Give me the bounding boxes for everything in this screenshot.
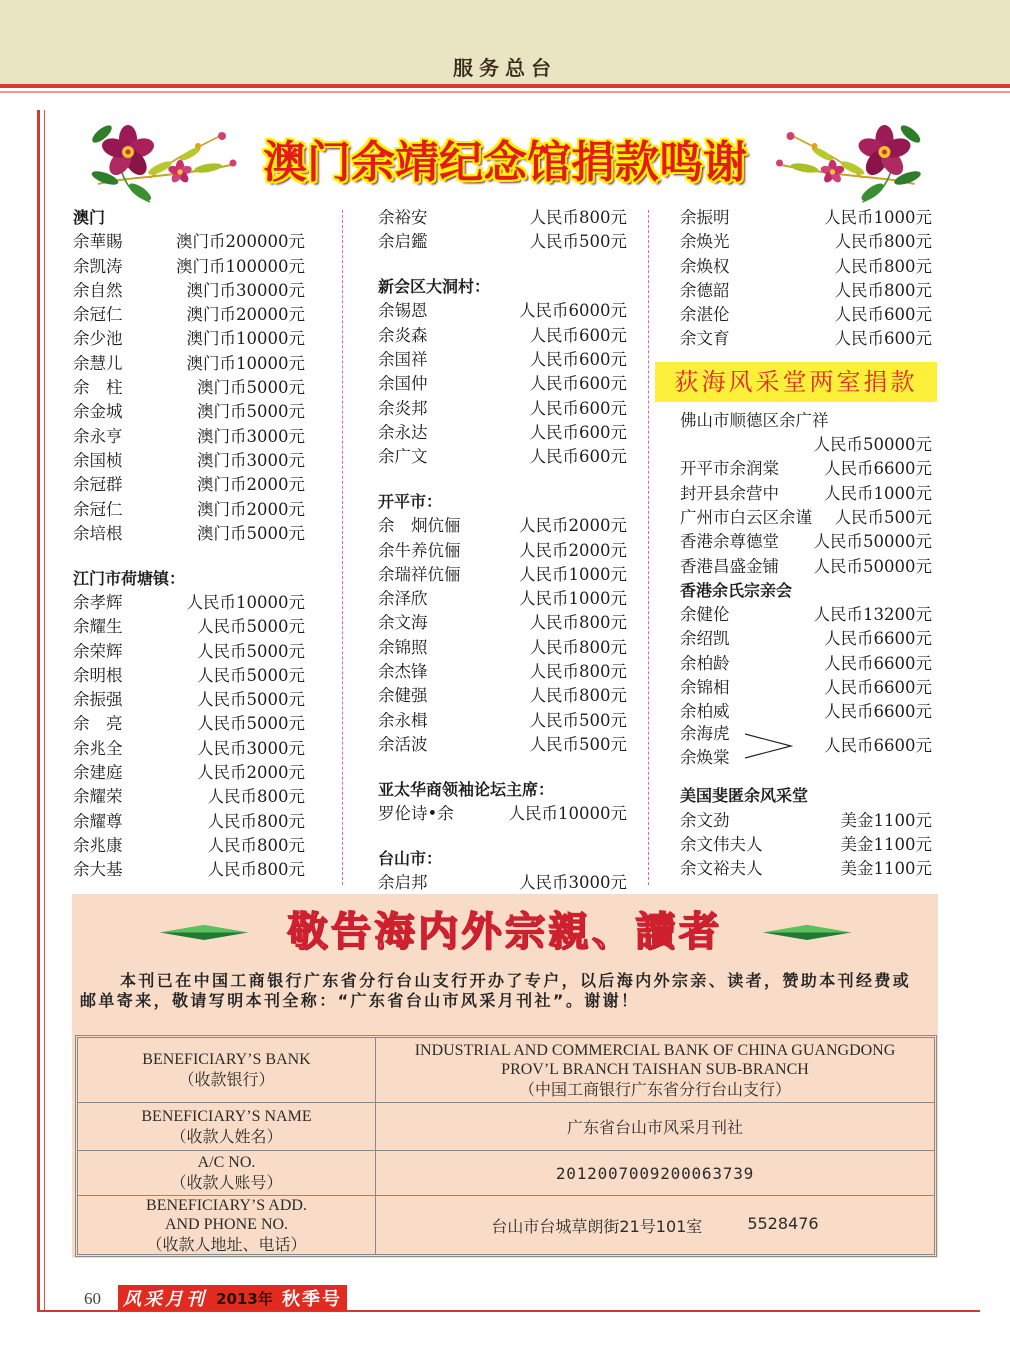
donation-amount: 澳门币2000元 [197, 475, 305, 495]
donation-amount: 人民币1000元 [824, 483, 932, 503]
donor-name: 余绍凯 [680, 629, 730, 649]
donor-name: 余耀荣 [73, 787, 123, 807]
table-label-cell [78, 1103, 376, 1151]
donor-row [378, 299, 627, 323]
donor-name: 香港昌盛金铺 [680, 556, 779, 576]
donor-row [73, 279, 305, 303]
donor-name: 开平市余润棠 [680, 459, 779, 479]
donation-amount: 人民币2000元 [197, 763, 305, 783]
donor-name: 余海虎 [680, 723, 730, 743]
donation-amount: 人民币10000元 [186, 592, 305, 612]
group-heading: 台山市： [378, 848, 443, 868]
donor-name: 余凯涛 [73, 256, 123, 276]
donor-name: 余湛伦 [680, 305, 730, 325]
donation-amount: 美金1100元 [840, 810, 932, 830]
donor-row [680, 627, 932, 651]
donor-row [680, 530, 932, 554]
magazine-footer-badge [118, 1285, 347, 1311]
label-english: BENEFICIARY’S BANK [142, 1051, 311, 1068]
donor-name: 余冠群 [73, 475, 123, 495]
donor-row [73, 664, 305, 688]
donor-row [378, 348, 627, 372]
label-english: BENEFICIARY’S ADD. [146, 1197, 307, 1214]
donor-list [73, 230, 305, 546]
donor-row [680, 206, 932, 230]
donor-list [378, 206, 627, 255]
donation-amount: 人民币800元 [207, 787, 305, 807]
header-rule-thin [0, 91, 1010, 93]
donor-name: 余永亨 [73, 426, 123, 446]
donation-amount: 人民币600元 [529, 325, 627, 345]
group-heading: 香港余氏宗亲会 [680, 580, 793, 600]
bank-name-line: INDUSTRIAL AND COMMERCIAL BANK OF CHINA GUANGDONG [414, 1041, 896, 1059]
donor-row [73, 498, 305, 522]
donor-row [378, 709, 627, 733]
donor-name: 余荣辉 [73, 641, 123, 661]
donor-row [680, 652, 932, 676]
header-rule [0, 84, 1010, 88]
donation-amount: 澳门币5000元 [197, 523, 305, 543]
donation-amount: 人民币600元 [529, 447, 627, 467]
donation-amount: 人民币2000元 [519, 516, 627, 536]
donor-name: 余启鑑 [378, 232, 428, 252]
donation-amount: 人民币6600元 [824, 459, 932, 479]
donor-name: 余启邦 [378, 873, 428, 893]
donor-row [73, 230, 305, 254]
beneficiary-name: 广东省台山市风采月刊社 [566, 1118, 743, 1137]
donor-row [73, 425, 305, 449]
donation-amount: 人民币600元 [529, 398, 627, 418]
donor-entry-two-line [680, 409, 932, 458]
donor-name: 余锡恩 [378, 301, 428, 321]
donation-amount: 人民币800元 [207, 811, 305, 831]
donor-row [378, 802, 627, 826]
donation-amount: 澳门币3000元 [197, 426, 305, 446]
donor-row [680, 482, 932, 506]
donor-name: 余德韶 [680, 280, 730, 300]
donation-amount: 人民币800元 [529, 613, 627, 633]
column-divider [342, 210, 343, 885]
donor-name: 余文伟夫人 [680, 834, 763, 854]
donation-amount: 人民币800元 [834, 256, 932, 276]
notice-title: 敬告海内外宗親、讀者 [287, 908, 723, 955]
label-english: AND PHONE NO. [164, 1216, 289, 1233]
donor-row [378, 539, 627, 563]
column-divider [648, 210, 649, 885]
donation-amount: 人民币600元 [834, 329, 932, 349]
group-heading: 澳门 [73, 208, 106, 227]
donor-name: 余裕安 [378, 208, 428, 227]
donor-row [378, 230, 627, 254]
donor-row [73, 376, 305, 400]
donor-row [680, 676, 932, 700]
donor-group-xinhui [378, 275, 627, 469]
donor-name: 余杰锋 [378, 662, 428, 682]
donor-row [73, 688, 305, 712]
donation-amount: 人民币6600元 [824, 629, 932, 649]
donor-name: 余瑞祥伉俪 [378, 564, 461, 584]
donor-name: 余文育 [680, 329, 730, 349]
donor-name: 封开县余营中 [680, 483, 779, 503]
donor-list [680, 206, 932, 352]
account-number: 2012007009200063739 [555, 1163, 755, 1183]
label-chinese: （收款人账号） [170, 1173, 283, 1192]
donor-name: 香港余尊德堂 [680, 532, 779, 552]
table-label-cell [78, 1196, 376, 1255]
donation-amount: 人民币800元 [834, 232, 932, 252]
table-label-cell [78, 1151, 376, 1196]
donor-name: 余大基 [73, 860, 123, 880]
donor-row [378, 733, 627, 757]
label-english: A/C NO. [197, 1154, 256, 1171]
donation-amount: 人民币1000元 [824, 208, 932, 227]
donor-list [680, 457, 932, 578]
donor-name: 余文裕夫人 [680, 859, 763, 879]
donor-row [73, 449, 305, 473]
donation-amount: 澳门币20000元 [186, 305, 305, 325]
donor-name: 罗伦诗•余 [378, 804, 454, 824]
donation-amount: 澳门币30000元 [186, 280, 305, 300]
donation-amount: 人民币800元 [207, 860, 305, 880]
donor-group-jiangmen [73, 567, 305, 883]
donor-row [73, 400, 305, 424]
donation-amount: 人民币6600元 [824, 702, 932, 722]
donation-amount: 人民币800元 [529, 662, 627, 682]
donor-row [680, 409, 932, 433]
donation-amount: 美金1100元 [840, 834, 932, 854]
donation-amount: 人民币6600元 [824, 735, 932, 755]
donor-name: 余锦照 [378, 637, 428, 657]
donor-row [378, 445, 627, 469]
donation-amount: 人民币800元 [834, 280, 932, 300]
donor-row [680, 327, 932, 351]
label-chinese: （收款银行） [178, 1070, 275, 1089]
donor-row [73, 591, 305, 615]
donor-list [378, 802, 627, 826]
donor-name: 余耀尊 [73, 811, 123, 831]
donor-name: 余国桢 [73, 450, 123, 470]
notice-text-line: 邮单寄来，敬请写明本刊全称：“广东省台山市风采月刊社”。谢谢！ [80, 991, 640, 1010]
donor-name: 余文劲 [680, 810, 730, 830]
donor-list [73, 591, 305, 883]
donation-amount: 人民币800元 [529, 637, 627, 657]
donor-list [378, 514, 627, 757]
donor-row [73, 785, 305, 809]
donor-name: 余焕棠 [680, 747, 730, 767]
donor-row [680, 255, 932, 279]
table-value-cell [376, 1151, 934, 1196]
donor-group-forum [378, 778, 627, 827]
donor-name: 余国祥 [378, 349, 428, 369]
label-english: BENEFICIARY’S NAME [141, 1107, 312, 1125]
donor-name: 余文海 [378, 613, 428, 633]
donor-row [73, 473, 305, 497]
donation-amount: 人民币500元 [529, 232, 627, 252]
donation-amount: 人民币500元 [529, 710, 627, 730]
donor-row [73, 303, 305, 327]
donation-amount: 澳门币5000元 [197, 402, 305, 422]
table-value-cell [376, 1038, 934, 1103]
donor-list [680, 809, 932, 882]
donation-amount: 人民币10000元 [508, 804, 627, 824]
section-title: 服务总台 [453, 56, 557, 80]
donation-amount: 澳门币3000元 [197, 450, 305, 470]
group-heading: 美国斐匿余风采堂 [680, 786, 809, 806]
donation-amount: 人民币5000元 [197, 617, 305, 637]
donor-group-macau [73, 206, 305, 546]
group-heading: 开平市： [378, 491, 443, 511]
donation-amount: 人民币5000元 [197, 641, 305, 661]
notice-text-line: 本刊已在中国工商银行广东省分行台山支行开办了专户，以后海内外宗亲、读者，赞助本刊经费或 [120, 971, 912, 990]
donor-row [680, 603, 932, 627]
donation-amount: 澳门币100000元 [176, 256, 305, 276]
donation-amount: 人民币500元 [529, 734, 627, 754]
donation-amount: 澳门币2000元 [197, 499, 305, 519]
issue-season: 秋季号 [282, 1289, 342, 1310]
donor-row [378, 660, 627, 684]
donor-name: 余泽欣 [378, 589, 428, 609]
bank-name-line: PROV’L BRANCH TAISHAN SUB-BRANCH [501, 1060, 809, 1078]
donor-row [680, 279, 932, 303]
donor-name: 余 炯伉俪 [378, 516, 461, 536]
donor-row [378, 871, 627, 895]
donor-name: 佛山市顺德区余广祥 [680, 410, 829, 430]
donor-name: 余 柱 [73, 378, 123, 398]
group-heading: 新会区大洞村： [378, 277, 491, 297]
green-arrow-ornament [762, 925, 852, 940]
page-title: 澳门余靖纪念馆捐款鸣谢 [263, 137, 747, 188]
donor-name: 余炎邦 [378, 398, 428, 418]
donor-row [378, 397, 627, 421]
bracket-symbol [745, 733, 793, 759]
donor-row [680, 506, 932, 530]
donor-row [680, 230, 932, 254]
donor-name: 余兆康 [73, 835, 123, 855]
donor-row [378, 563, 627, 587]
donor-row [73, 327, 305, 351]
donor-row [73, 834, 305, 858]
donor-name: 余孝辉 [73, 592, 123, 612]
donor-row [73, 615, 305, 639]
donor-name: 余慧儿 [73, 353, 123, 373]
donor-row [378, 206, 627, 230]
donor-name: 余牛养伉俪 [378, 540, 461, 560]
joint-donation [680, 722, 932, 771]
donor-name: 余柏龄 [680, 653, 730, 673]
donor-group-taishan [378, 847, 627, 896]
donor-row [73, 255, 305, 279]
donor-row [73, 352, 305, 376]
donor-list [378, 871, 627, 895]
donor-name: 余永达 [378, 422, 428, 442]
donor-name: 余振强 [73, 690, 123, 710]
donor-row [378, 587, 627, 611]
donation-amount: 人民币600元 [529, 349, 627, 369]
beneficiary-address: 台山市台城草朗街21号101室 [491, 1217, 703, 1236]
issue-year: 2013年 [216, 1289, 273, 1308]
donor-name: 余活波 [378, 734, 428, 754]
donor-name: 余炎森 [378, 325, 428, 345]
donation-amount: 人民币2000元 [519, 540, 627, 560]
page-frame-line [37, 110, 40, 1312]
donor-row [680, 433, 932, 457]
donor-row [378, 421, 627, 445]
donor-name: 余金城 [73, 402, 123, 422]
donor-name: 余兆全 [73, 738, 123, 758]
donor-row [680, 809, 932, 833]
donation-amount: 人民币600元 [529, 422, 627, 442]
donor-group-misc [378, 206, 627, 255]
donor-row [680, 833, 932, 857]
donor-row [73, 737, 305, 761]
donor-name: 余自然 [73, 280, 123, 300]
donation-amount: 人民币800元 [529, 686, 627, 706]
donation-amount: 人民币13200元 [813, 605, 932, 625]
donation-amount: 澳门币5000元 [197, 378, 305, 398]
bank-details-table [75, 1035, 937, 1257]
donor-row [378, 636, 627, 660]
label-chinese: （收款人地址、电话） [146, 1235, 307, 1254]
section-banner: 荻海风采堂两室捐款 [655, 362, 937, 402]
donor-name: 余振明 [680, 208, 730, 227]
magazine-name: 风采月刊 [123, 1289, 207, 1310]
label-chinese: （收款人姓名） [170, 1126, 283, 1146]
donor-name: 余柏威 [680, 702, 730, 722]
page-frame-line-inner [44, 110, 45, 1310]
donor-group-kaiping [378, 490, 627, 757]
donor-row [73, 858, 305, 882]
donor-name: 余少池 [73, 329, 123, 349]
donor-name: 余華賜 [73, 232, 123, 252]
donation-amount: 人民币5000元 [197, 714, 305, 734]
donation-amount: 人民币50000元 [813, 435, 932, 455]
group-heading: 亚太华商领袖论坛主席： [378, 779, 555, 799]
donation-amount: 人民币1000元 [519, 589, 627, 609]
donor-name: 余广文 [378, 447, 428, 467]
donation-amount: 人民币50000元 [813, 556, 932, 576]
donation-amount: 人民币5000元 [197, 690, 305, 710]
donation-amount: 美金1100元 [840, 859, 932, 879]
donation-amount: 人民币800元 [529, 208, 627, 227]
donor-name: 余健伦 [680, 605, 730, 625]
donor-row [680, 555, 932, 579]
donation-amount: 人民币600元 [529, 374, 627, 394]
table-value-cell [376, 1103, 934, 1151]
donor-row [378, 514, 627, 538]
donor-row [680, 457, 932, 481]
donor-row [378, 684, 627, 708]
donor-row [378, 611, 627, 635]
donor-row [73, 712, 305, 736]
donor-name: 余培根 [73, 523, 123, 543]
donor-name: 余明根 [73, 665, 123, 685]
beneficiary-phone: 5528476 [747, 1214, 819, 1233]
donor-list [378, 299, 627, 469]
donation-amount: 人民币600元 [834, 305, 932, 325]
address-phone [491, 1214, 818, 1237]
donation-amount: 人民币800元 [207, 835, 305, 855]
group-heading: 江门市荷塘镇： [73, 568, 186, 588]
donor-row [73, 640, 305, 664]
donation-amount: 人民币3000元 [519, 873, 627, 893]
donor-name: 余永楫 [378, 710, 428, 730]
donor-name: 余冠仁 [73, 499, 123, 519]
donor-name: 余耀生 [73, 617, 123, 637]
donor-name: 余冠仁 [73, 305, 123, 325]
donation-amount: 澳门币10000元 [186, 329, 305, 349]
donation-amount: 人民币500元 [834, 507, 932, 527]
donation-amount: 人民币6600元 [824, 678, 932, 698]
donation-amount: 人民币6600元 [824, 653, 932, 673]
donor-name: 广州市白云区余谨 [680, 507, 812, 527]
donation-amount: 人民币6000元 [519, 301, 627, 321]
page-number: 60 [84, 1289, 101, 1308]
donor-name: 余焕权 [680, 256, 730, 276]
donation-amount: 人民币3000元 [197, 738, 305, 758]
donor-name: 余健强 [378, 686, 428, 706]
donor-row [378, 324, 627, 348]
donor-name: 余焕光 [680, 232, 730, 252]
donor-row [73, 810, 305, 834]
donor-row [680, 303, 932, 327]
donor-row [680, 857, 932, 881]
donor-row [73, 761, 305, 785]
donor-row [73, 522, 305, 546]
donor-name: 余建庭 [73, 763, 123, 783]
table-label-cell [78, 1038, 376, 1103]
donation-amount: 澳门币10000元 [186, 353, 305, 373]
donor-name: 余国仲 [378, 374, 428, 394]
donation-amount: 人民币50000元 [813, 532, 932, 552]
table-value-cell [376, 1196, 934, 1255]
donor-column-1 [73, 206, 305, 883]
donation-amount: 人民币1000元 [519, 564, 627, 584]
donor-column-3 [674, 206, 932, 881]
donor-list [680, 603, 932, 724]
donation-amount: 澳门币200000元 [176, 232, 305, 252]
donor-name: 余锦相 [680, 678, 730, 698]
donor-name: 余 亮 [73, 714, 123, 734]
bank-name-line: （中国工商银行广东省分行台山支行） [518, 1079, 791, 1099]
donor-row [378, 372, 627, 396]
donation-amount: 人民币5000元 [197, 665, 305, 685]
donor-column-2 [378, 206, 627, 895]
